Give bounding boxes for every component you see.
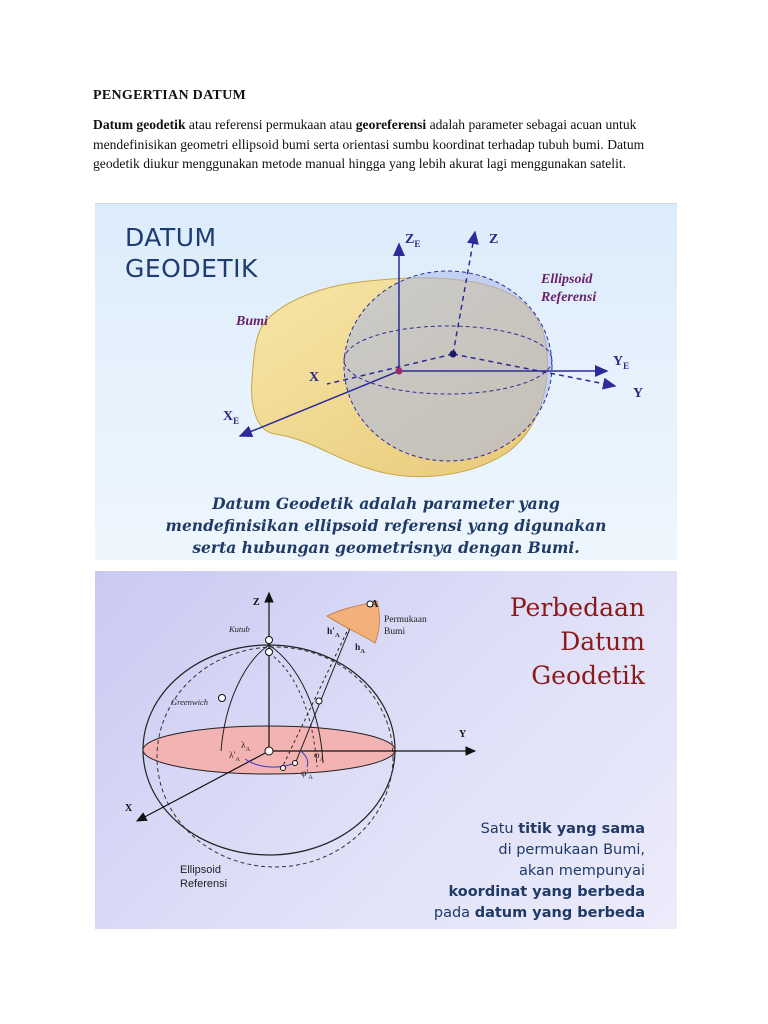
figure2-title-line1: Perbedaan	[509, 593, 645, 622]
label-lambda: $\lambda_A$	[241, 741, 251, 753]
page-heading: PENGERTIAN DATUM	[93, 88, 246, 103]
label-permukaan-line1: Permukaan	[384, 615, 427, 625]
ellipsoid-center-point	[450, 351, 457, 358]
label-point-a: A	[371, 599, 379, 610]
caption-line3: serta hubungan geometrisnya dengan Bumi.	[192, 538, 580, 557]
paragraph-text-1: atau referensi permukaan atau	[185, 117, 356, 132]
figure2-title-line2: Datum	[560, 627, 645, 656]
figure1-title-line2: GEODETIK	[125, 254, 258, 283]
label-axis-y: Y	[633, 386, 644, 401]
figure1-title-line1: DATUM	[125, 223, 217, 252]
explanation-line5: pada datum yang berbeda	[433, 905, 645, 921]
caption-line2: mendefinisikan ellipsoid referensi yang digunakan	[165, 516, 607, 535]
figure1-caption	[105, 493, 667, 559]
figure-datum-geodetik	[95, 203, 677, 560]
figure1-title	[125, 222, 258, 284]
point-meridian	[316, 698, 322, 704]
label-lambda-prime: $\lambda'_A$	[229, 751, 241, 763]
label-permukaan-bumi	[384, 614, 427, 638]
label-axis-x: X	[309, 370, 320, 385]
label-greenwich: Greenwich	[171, 697, 208, 707]
point-kutub-2	[266, 649, 273, 656]
label-phi-prime: $\varphi'_A$	[301, 769, 313, 781]
point-kutub-1	[266, 637, 273, 644]
point-foot-2	[281, 766, 286, 771]
term-georeferensi: georeferensi	[355, 117, 427, 132]
label-h-prime: $h'_A$	[327, 627, 340, 639]
label-phi: $\varphi_A$	[314, 751, 325, 763]
explanation-line1: Satu titik yang sama	[480, 821, 645, 837]
label-axis-ye: $Y_E$	[613, 354, 630, 371]
explanation-line3: akan mempunyai	[519, 863, 645, 879]
figure-perbedaan-datum	[95, 571, 677, 929]
label-axis-z: Z	[489, 232, 499, 247]
label-ellipsoid-line1: Ellipsoid	[541, 272, 593, 287]
term-datum-geodetik: Datum geodetik	[93, 117, 186, 132]
label-axis-x: X	[125, 803, 133, 814]
point-origin	[265, 747, 273, 755]
label-permukaan-line2: Bumi	[384, 627, 406, 637]
figure2-title	[510, 591, 645, 693]
point-foot-1	[293, 761, 298, 766]
point-greenwich	[219, 695, 226, 702]
label-ellipsoid-line2: Referensi	[180, 878, 228, 890]
label-bumi: Bumi	[236, 314, 268, 329]
earth-center-point	[396, 368, 403, 375]
explanation-line2: di permukaan Bumi,	[498, 842, 645, 858]
label-ellipsoid-line2: Referensi	[541, 290, 597, 305]
paragraph-text-2: adalah parameter sebagai acuan untuk mendefinisikan geometri ellipsoid bumi serta orientasi sumbu koordinat terhadap tubuh bumi. Datum geodetik diukur menggunakan metode manual hingga yang lebih akurat lagi menggunakan satelit.	[93, 117, 645, 171]
caption-line1: Datum Geodetik adalah parameter yang	[212, 494, 560, 513]
label-ellipsoid-referensi	[541, 271, 596, 307]
label-ellipsoid-referensi	[180, 863, 227, 891]
definition-paragraph	[93, 115, 678, 174]
figure2-title-line3: Geodetik	[531, 661, 645, 690]
figure2-explanation	[434, 819, 645, 924]
label-h: $h_A$	[355, 643, 365, 655]
label-axis-y: Y	[459, 729, 467, 740]
explanation-line4: koordinat yang berbeda	[448, 884, 645, 900]
reference-ellipsoid	[344, 271, 552, 461]
label-ellipsoid-line1: Ellipsoid	[180, 864, 221, 876]
label-kutub: Kutub	[229, 624, 250, 634]
label-axis-ze: $Z_E$	[405, 232, 421, 249]
label-axis-xe: $X_E$	[223, 409, 240, 426]
label-axis-z: Z	[253, 597, 260, 608]
